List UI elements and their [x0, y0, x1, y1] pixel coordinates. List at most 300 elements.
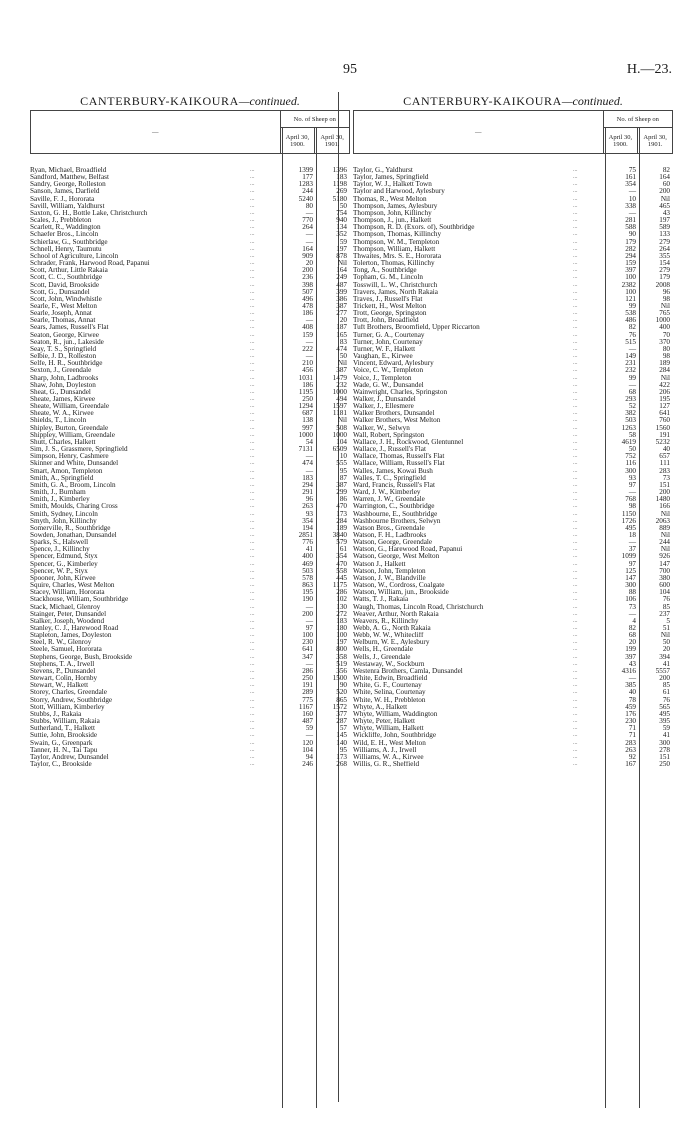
sheep-count-1900: 230 — [625, 717, 636, 726]
leader-dots: ... — [250, 574, 255, 581]
table-row — [353, 475, 673, 482]
owner-name: Sim, J. S., Grassmere, Springfield — [30, 446, 128, 454]
sheep-count-1901: 1396 — [332, 166, 347, 174]
sheep-count-1900: 90 — [628, 230, 636, 239]
owner-name: Weavers, R., Killinchy — [353, 617, 419, 625]
table-row — [353, 324, 673, 331]
owner-name: Scott, David, Brookside — [30, 281, 100, 289]
leader-dots: ... — [573, 732, 578, 739]
owner-name: Saxton, G. H., Bottle Lake, Christchurch — [30, 209, 148, 217]
sheep-count-1900: 232 — [625, 366, 636, 375]
owner-name: Sparks, S., Halswell — [30, 539, 89, 547]
sheep-count-1901: 1000 — [332, 387, 347, 396]
table-row — [353, 539, 673, 546]
sheep-count-1901: 86 — [339, 495, 347, 504]
sheep-count-1900: 244 — [302, 187, 313, 196]
owner-name: Schrader, Frank, Harwood Road, Papanui — [30, 260, 150, 268]
sheep-count-1900: 250 — [302, 674, 313, 683]
owner-name: Waugh, Thomas, Lincoln Road, Christchurch — [353, 603, 484, 611]
sheep-count-1901: 80 — [662, 344, 670, 353]
table-row — [30, 432, 350, 439]
owner-name: Steel, R. W., Glenroy — [30, 639, 92, 647]
leader-dots: ... — [573, 338, 578, 345]
table-row — [353, 439, 673, 446]
owner-name: Sandford, Matthew, Belfast — [30, 174, 109, 182]
column-title-suffix: —continued. — [238, 94, 300, 108]
leader-dots: ... — [250, 374, 255, 381]
owner-name: Shippley, William, Greendale — [30, 431, 115, 439]
leader-dots: ... — [250, 367, 255, 374]
sheep-count-1900: 397 — [625, 652, 636, 661]
owner-name: Stephens, T. A., Irwell — [30, 660, 95, 668]
leader-dots: ... — [573, 417, 578, 424]
owner-name: Stack, Michael, Glenroy — [30, 603, 101, 611]
table-row — [30, 203, 350, 210]
sheep-count-1900: 200 — [302, 609, 313, 618]
sheep-count-1900: — — [305, 352, 313, 361]
sheep-count-1901: 5232 — [655, 437, 670, 446]
table-row — [353, 632, 673, 639]
leader-dots: ... — [250, 202, 255, 209]
owner-name: Seaton, R., jun., Lakeside — [30, 338, 104, 346]
table-row — [353, 496, 673, 503]
table-row — [353, 668, 673, 675]
sheep-count-1901: 565 — [659, 702, 670, 711]
sheep-count-1900: 231 — [625, 359, 636, 368]
leader-dots: ... — [573, 574, 578, 581]
sheep-count-1900: 222 — [302, 344, 313, 353]
leader-dots: ... — [250, 338, 255, 345]
sheep-count-1901: 400 — [659, 323, 670, 332]
owner-name: Walker, J., Ellesmere — [353, 403, 414, 411]
leader-dots: ... — [250, 718, 255, 725]
leader-dots: ... — [250, 617, 255, 624]
sheep-count-1901: 300 — [659, 738, 670, 747]
table-row — [30, 503, 350, 510]
leader-dots: ... — [250, 553, 255, 560]
table-row — [353, 689, 673, 696]
owner-name: Smith, G. A., Broom, Lincoln — [30, 481, 116, 489]
owner-name: Smart, Amon, Templeton — [30, 467, 103, 475]
owner-name: Wells, H., Greendale — [353, 646, 413, 654]
sheep-count-1901: 358 — [336, 652, 347, 661]
sheep-count-1900: 236 — [302, 273, 313, 282]
owner-name: Shields, T., Lincoln — [30, 417, 87, 425]
owner-name: Stalker, Joseph, Woodend — [30, 617, 105, 625]
table-row — [353, 482, 673, 489]
sheep-count-1901: 445 — [336, 573, 347, 582]
table-row — [353, 611, 673, 618]
owner-name: Steele, Samuel, Hororata — [30, 646, 102, 654]
leader-dots: ... — [250, 295, 255, 302]
table-row — [353, 188, 673, 195]
sheep-count-1900: 263 — [625, 745, 636, 754]
sheep-count-1901: 98 — [662, 352, 670, 361]
sheep-count-1901: 878 — [336, 251, 347, 260]
sheep-count-1900: 71 — [628, 724, 636, 733]
sheep-count-1901: 250 — [659, 759, 670, 768]
owner-name: Smith, Sydney, Lincoln — [30, 510, 98, 518]
leader-dots: ... — [250, 625, 255, 631]
sheep-count-1900: 1195 — [298, 387, 313, 396]
owner-name: Sandry, George, Rolleston — [30, 181, 106, 189]
leader-dots: ... — [573, 410, 578, 417]
leader-dots: ... — [250, 517, 255, 524]
sheep-count-1900: 4 — [632, 616, 636, 625]
table-row — [353, 396, 673, 403]
owner-name: Sowden, Jonathan, Dunsandel — [30, 531, 117, 539]
sheep-count-1900: 230 — [302, 638, 313, 647]
sheep-count-1901: 494 — [336, 395, 347, 403]
leader-dots: ... — [573, 431, 578, 438]
owner-name: Trott, John, Broadfield — [353, 317, 419, 325]
owner-name: Stewart, Colin, Hornby — [30, 675, 98, 683]
sheep-count-1901: 98 — [662, 294, 670, 303]
owner-name: Scales, J., Prebbleton — [30, 217, 92, 225]
sheep-count-1900: 99 — [628, 373, 636, 382]
owner-name: Thompson, J., jun., Halkett — [353, 217, 432, 225]
leader-dots: ... — [250, 653, 255, 660]
owner-name: Thompson, Thomas, Killinchy — [353, 231, 442, 239]
sheep-count-1901: 134 — [336, 223, 347, 232]
sheep-count-1900: 159 — [625, 259, 636, 268]
leader-dots: ... — [573, 467, 578, 474]
leader-dots: ... — [250, 567, 255, 574]
sheep-count-1901: 183 — [336, 173, 347, 182]
sheep-count-1901: 51 — [662, 624, 670, 632]
sheep-count-1901: Nil — [660, 194, 670, 203]
owner-name: Wainwright, Charles, Springston — [353, 388, 448, 396]
sheep-count-1901: 96 — [662, 287, 670, 296]
sheep-count-1900: 300 — [625, 466, 636, 475]
sheep-count-1901: Nil — [660, 545, 670, 554]
sheep-count-1901: 558 — [336, 566, 347, 575]
owner-name: Taylor, Andrew, Dunsandel — [30, 753, 109, 761]
leader-dots: ... — [250, 710, 255, 717]
sheep-count-1901: 83 — [339, 337, 347, 346]
owner-name: Wallace, J., Russell's Flat — [353, 446, 426, 454]
leader-dots: ... — [250, 481, 255, 488]
sheep-count-1901: 286 — [336, 588, 347, 597]
leader-dots: ... — [250, 582, 255, 589]
table-row — [30, 539, 350, 546]
sheep-count-1901: 284 — [336, 516, 347, 525]
owner-name: Thompson, James, Aylesbury — [353, 202, 438, 210]
sheep-count-1900: 176 — [625, 709, 636, 718]
leader-dots: ... — [250, 174, 255, 181]
leader-dots: ... — [250, 667, 255, 674]
owner-name: Sheate, W. A., Kirwee — [30, 410, 94, 418]
sheep-count-1900: — — [628, 344, 636, 353]
leader-dots: ... — [573, 474, 578, 481]
sheep-count-1901: 657 — [659, 452, 670, 461]
owner-name: Taylor, James, Springfield — [353, 174, 429, 182]
owner-name: Stacey, William, Hororata — [30, 589, 105, 597]
leader-dots: ... — [573, 546, 578, 553]
table-row — [30, 596, 350, 603]
owner-name: Wallace, Thomas, Russell's Flat — [353, 453, 445, 461]
sheep-count-1901: 1480 — [655, 495, 670, 504]
sheep-count-1901: 76 — [662, 695, 670, 704]
table-row — [30, 654, 350, 661]
owner-name: Smith, A., Springfield — [30, 474, 94, 482]
leader-dots: ... — [573, 174, 578, 181]
sheep-count-1900: 1031 — [298, 373, 313, 382]
table-row — [353, 553, 673, 560]
sheep-count-1900: 54 — [305, 437, 313, 446]
owner-name: Simpson, Henry, Cashmere — [30, 453, 109, 461]
sheep-count-1901: 394 — [659, 652, 670, 661]
owner-name: Topham, G. M., Lincoln — [353, 274, 423, 282]
sheep-count-1901: 926 — [659, 552, 670, 561]
table-row — [30, 489, 350, 496]
owner-name: Thwaites, Mrs. S. E., Hororata — [353, 252, 442, 260]
sheep-count-1901: 940 — [336, 216, 347, 225]
sheep-count-1901: 10 — [339, 452, 347, 461]
table-row — [353, 317, 673, 324]
sheep-count-1901: 164 — [336, 266, 347, 275]
table-row — [353, 761, 673, 768]
leader-dots: ... — [573, 632, 578, 639]
owner-name: Stott, William, Kimberley — [30, 703, 105, 711]
owner-name: Thompson, R. D. (Exors. of), Southbridge — [353, 224, 475, 232]
sheep-count-1901: 589 — [659, 223, 670, 232]
owner-name: Scarlett, R., Waddington — [30, 224, 101, 232]
leader-dots: ... — [250, 746, 255, 753]
table-row — [30, 618, 350, 625]
owner-name: Taylor, G., Yaldhurst — [353, 167, 413, 174]
sheep-count-1900: 99 — [628, 301, 636, 310]
sheep-count-1901: 754 — [336, 208, 347, 217]
sheep-count-1900: 68 — [628, 631, 636, 640]
owner-name: Webb, A. G., North Rakaia — [353, 625, 431, 632]
sheep-count-1901: 127 — [659, 402, 670, 411]
owner-name: Voice, C. W., Templeton — [353, 367, 424, 375]
table-row — [353, 718, 673, 725]
sheep-count-1901: 173 — [336, 509, 347, 518]
owner-name: Spooner, John, Kirwee — [30, 574, 96, 582]
sheep-count-1900: 59 — [305, 724, 313, 733]
sheep-count-1901: Nil — [337, 416, 347, 425]
leader-dots: ... — [573, 524, 578, 531]
sheep-count-1901: 3840 — [332, 530, 347, 539]
sheep-count-1901: 1198 — [332, 180, 347, 189]
sheep-count-1901: 470 — [336, 502, 347, 511]
sheep-count-1900: 474 — [302, 459, 313, 468]
sheep-count-1901: 519 — [336, 659, 347, 668]
owner-name: Tanner, H. N., Tai Tapu — [30, 746, 98, 754]
column-header-table — [353, 110, 673, 154]
sheep-count-1900: 73 — [628, 602, 636, 611]
sheep-count-1901: 5180 — [332, 194, 347, 203]
leader-dots: ... — [250, 596, 255, 603]
sheep-count-1900: — — [305, 237, 313, 246]
owner-name: White, G. F., Courtenay — [353, 682, 422, 690]
sheep-count-1901: 555 — [336, 459, 347, 468]
sheep-count-1901: 284 — [659, 366, 670, 375]
leader-dots: ... — [573, 195, 578, 202]
sheep-count-1901: 1560 — [655, 423, 670, 432]
leader-dots: ... — [250, 546, 255, 553]
leader-dots: ... — [250, 467, 255, 474]
owner-name: Stainger, Peter, Dunsandel — [30, 610, 107, 618]
sheep-count-1901: Nil — [337, 359, 347, 368]
owner-name: Seay, T. S., Springfield — [30, 345, 97, 353]
header-dash: — — [354, 111, 604, 154]
sheep-count-1901: 370 — [659, 337, 670, 346]
sheep-count-1901: 269 — [336, 187, 347, 196]
sheep-count-1900: 408 — [302, 323, 313, 332]
table-row — [353, 181, 673, 188]
owner-name: Taylor, C., Brookside — [30, 760, 92, 768]
owner-name: Welburn, W. E., Aylesbury — [353, 639, 430, 647]
table-row — [353, 375, 673, 382]
owner-name: Shaw, John, Doyleston — [30, 381, 96, 389]
leader-dots: ... — [250, 560, 255, 567]
sheep-count-1900: 293 — [625, 395, 636, 403]
table-row — [353, 339, 673, 346]
sheep-count-1900: 1726 — [621, 516, 636, 525]
leader-dots: ... — [573, 403, 578, 410]
leader-dots: ... — [250, 267, 255, 274]
leader-dots: ... — [573, 353, 578, 360]
leader-dots: ... — [250, 696, 255, 703]
sheep-count-1900: 294 — [302, 480, 313, 489]
leader-dots: ... — [250, 732, 255, 739]
sheep-count-1901: 85 — [662, 602, 670, 611]
owner-name: Warren, J. W., Greendale — [353, 496, 425, 504]
sheep-count-1901: 352 — [336, 230, 347, 239]
owner-name: Tuft Brothers, Broomfield, Upper Riccarton — [353, 324, 480, 332]
sheep-count-1901: 189 — [336, 523, 347, 532]
owner-name: Schnell, Henry, Taumutu — [30, 245, 102, 253]
sheep-count-1900: 93 — [305, 509, 313, 518]
leader-dots: ... — [250, 231, 255, 238]
sheep-count-1900: 294 — [625, 251, 636, 260]
sheep-count-1901: 41 — [662, 659, 670, 668]
owner-name: Storry, Andrew, Southbridge — [30, 696, 113, 704]
leader-dots: ... — [573, 610, 578, 617]
owner-name: Searle, Thomas, Annat — [30, 317, 96, 325]
sheep-count-1900: 125 — [625, 566, 636, 575]
sheep-count-1900: 398 — [302, 280, 313, 289]
sheep-count-1900: 456 — [302, 366, 313, 375]
leader-dots: ... — [573, 703, 578, 710]
owner-name: Whyte, William, Waddington — [353, 710, 438, 718]
sheep-count-1900: 149 — [625, 352, 636, 361]
sheep-count-1900: 164 — [302, 244, 313, 253]
leader-dots: ... — [573, 760, 578, 767]
owner-name: Warrington, C., Southbridge — [353, 503, 435, 511]
table-row — [353, 618, 673, 625]
sheep-count-1900: 7131 — [298, 445, 313, 454]
owner-name: Tolerton, Thomas, Killinchy — [353, 260, 435, 268]
sheep-count-1900: 246 — [302, 759, 313, 768]
sheep-count-1901: 59 — [662, 724, 670, 733]
owner-name: White, Edwin, Broadfield — [353, 675, 428, 683]
sheep-count-1900: 385 — [625, 681, 636, 690]
sheep-count-1900: 4619 — [621, 437, 636, 446]
sheep-count-1900: 20 — [305, 259, 313, 268]
leader-dots: ... — [573, 331, 578, 338]
leader-dots: ... — [573, 539, 578, 546]
sheep-count-1900: 18 — [628, 530, 636, 539]
leader-dots: ... — [250, 245, 255, 252]
owner-name: Walker, J., Dunsandel — [353, 396, 416, 403]
sheep-count-1900: — — [628, 488, 636, 497]
leader-dots: ... — [573, 746, 578, 753]
sheep-count-1900: 263 — [302, 502, 313, 511]
sheep-count-1900: 191 — [302, 681, 313, 690]
owner-name: Sears, James, Russell's Flat — [30, 324, 109, 332]
leader-dots: ... — [250, 739, 255, 746]
sheep-count-1900: 210 — [302, 359, 313, 368]
sheep-count-1901: Nil — [660, 373, 670, 382]
table-row — [353, 625, 673, 632]
owner-name: Sheate, James, Kirwee — [30, 396, 96, 403]
sheep-count-1901: 20 — [339, 316, 347, 325]
owner-name: Thompson, W. M., Templeton — [353, 238, 440, 246]
table-row — [30, 761, 350, 768]
sheep-count-1901: 200 — [659, 187, 670, 196]
sheep-count-1900: 469 — [302, 559, 313, 568]
sheep-count-1900: 289 — [302, 688, 313, 697]
sheep-count-1900: 752 — [625, 452, 636, 461]
owner-name: Taylor and Harwood, Aylesbury — [353, 188, 445, 196]
owner-name: Watson, W., Cordross, Coalgate — [353, 582, 445, 590]
owner-name: Turner, W. F., Halkett — [353, 345, 416, 353]
leader-dots: ... — [573, 489, 578, 496]
sheep-count-1900: 97 — [628, 480, 636, 489]
sheep-count-1901: 191 — [659, 430, 670, 439]
sheep-count-1900: 997 — [302, 423, 313, 432]
sheep-count-1900: 194 — [302, 523, 313, 532]
sheep-count-1900: 104 — [302, 745, 313, 754]
leader-dots: ... — [573, 224, 578, 231]
sheep-count-1901: 579 — [336, 538, 347, 547]
sheep-count-1901: 386 — [336, 294, 347, 303]
sheep-count-1901: 85 — [662, 681, 670, 690]
leader-dots: ... — [250, 281, 255, 288]
leader-dots: ... — [250, 252, 255, 259]
sheep-count-1901: 154 — [659, 259, 670, 268]
table-row — [30, 231, 350, 238]
sheep-count-1901: 73 — [662, 473, 670, 482]
header-col-1900: April 30, 1900. — [280, 128, 315, 154]
owner-name: Stubbs, J., Rakaia — [30, 710, 82, 718]
sheep-count-1900: 281 — [625, 216, 636, 225]
leader-dots: ... — [250, 381, 255, 388]
sheep-count-1901: 6509 — [332, 445, 347, 454]
sheep-count-1901: 151 — [659, 752, 670, 761]
leader-dots: ... — [250, 675, 255, 682]
sheep-count-1900: 177 — [302, 173, 313, 182]
leader-dots: ... — [250, 353, 255, 360]
sheep-count-1901: 200 — [659, 488, 670, 497]
owner-name: Skinner and White, Dunsandel — [30, 460, 119, 468]
sheep-count-1900: 41 — [305, 545, 313, 554]
sheep-count-1900: 190 — [302, 595, 313, 604]
sheep-count-1900: 397 — [625, 266, 636, 275]
leader-dots: ... — [573, 302, 578, 309]
sheep-count-1900: 2382 — [621, 280, 636, 289]
leader-dots: ... — [573, 446, 578, 453]
leader-dots: ... — [573, 367, 578, 374]
leader-dots: ... — [573, 596, 578, 603]
leader-dots: ... — [573, 167, 578, 173]
owner-name: Webb, W. W., Whitecliff — [353, 632, 424, 640]
owner-name: Smith, J., Kimberley — [30, 496, 90, 504]
